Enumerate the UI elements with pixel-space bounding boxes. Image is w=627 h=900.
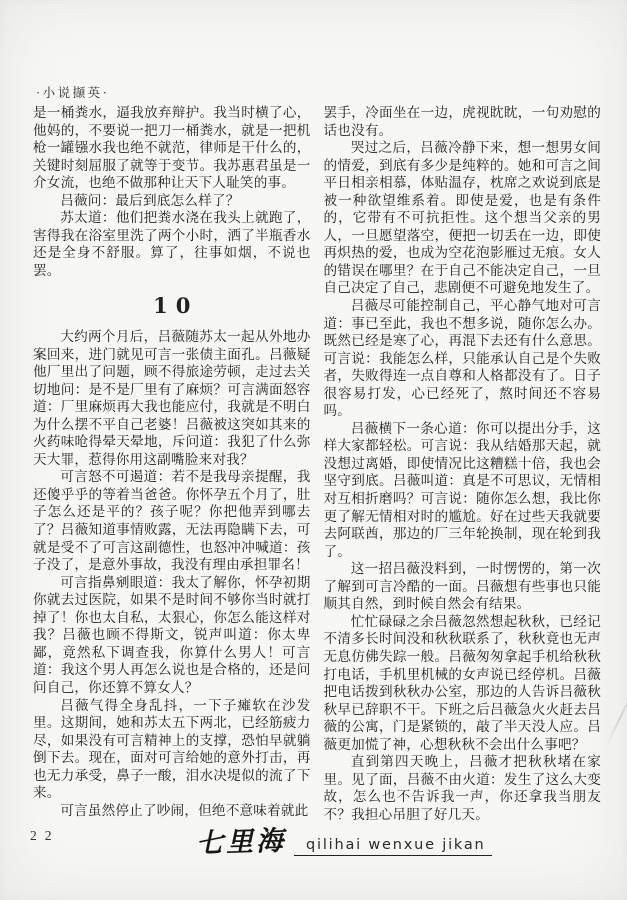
left-column-top-paragraphs	[33, 104, 311, 279]
column-section-label: ·小说撷英·	[36, 86, 110, 100]
journal-name-romanized: qilihai wenxue jikan	[294, 837, 492, 856]
paragraph: 可言虽然停止了吵闹，但绝不意味着就此	[60, 802, 309, 818]
text-columns	[33, 104, 601, 828]
paragraph: 直到第四天晚上，吕薇才把秋秋堵在家里。见了面，吕薇不由火道：发生了这么大变故，怎么也不告诉我一声，你还拿我当朋友不？我担心吊胆了好几天。	[323, 754, 601, 822]
paragraph: 可言指鼻剜眼道：我太了解你，怀孕初期你就去过医院，如果不是时间不够你当时就打掉了！你也太自私，太狠心，你怎么能这样对我？吕薇也顾不得斯文，锐声叫道：你太卑鄙，竟然私下调查我，你算什么男人！可言道：我这个男人再怎么说也是合格的，还是问问自己，你还算不算女人？	[33, 574, 311, 695]
paragraph: 忙忙碌碌之余吕薇忽然想起秋秋，已经记不清多长时间没和秋秋联系了，秋秋竟也无声无息仿佛失踪一般。吕薇匆匆拿起手机给秋秋打电话，手机里机械的女声说已经停机。吕薇把电话拨到秋秋办公室，那边的人告诉吕薇秋秋早已辞职不干。下班之后吕薇急火火赶去吕薇的公寓，门是紧锁的，敲了半天没人应。吕薇更加慌了神，心想秋秋不会出什么事吧？	[323, 613, 601, 752]
paragraph: 吕薇问：最后到底怎么样了？	[60, 192, 240, 208]
scan-artifact-line	[605, 689, 627, 747]
left-column-bottom-paragraphs	[33, 328, 311, 819]
paragraph: 吕薇气得全身乱抖，一下子瘫软在沙发里。这期间，她和苏太五下两北，已经筋疲力尽，如果没有可言精神上的支撑，恐怕早就躺倒下去。现在，面对可言给她的意外打击，再也无力承受，鼻子一酸，泪水决堤似的流了下来。	[33, 697, 311, 801]
paragraph: 苏太道：他们把粪水浇在我头上就跑了，害得我在浴室里洗了两个小时，洒了半瓶香水还是全身不舒服。算了，往事如烟，不说也罢。	[33, 210, 311, 278]
paragraph: 吕薇横下一条心道：你可以提出分手，这样大家都轻松。可言说：我从结婚那天起，就没想过离婚，即使情况比这糟糕十倍，我也会坚守到底。吕薇叫道：真是不可思议，无情相对互相折磨吗？可言说：随你怎么想，我比你更了解无情相对时的尴尬。好在过些天我就要去阿联酋，那边的厂三年轮换制，现在轮到我了。	[323, 420, 601, 559]
right-column-paragraphs	[324, 104, 602, 823]
journal-logo-calligraphy: 七里海	[195, 825, 287, 859]
paragraph: 吕薇尽可能控制自己，平心静气地对可言道：事已至此，我也不想多说，随你怎么办。既然已经是寒了心，再混下去还有什么意思。可言说：我能怎么样，只能承认自己是个失败者，失败得连一点自尊和人格都没有了。日子很容易打发，心已经死了，熬时间还不容易吗。	[323, 298, 601, 419]
paragraph: 罢手，冷面坐在一边，虎视眈眈，一句劝慰的话也没有。	[323, 105, 601, 138]
chapter-number-heading: 10	[153, 293, 199, 319]
left-text-column	[33, 104, 311, 828]
paragraph: 哭过之后，吕薇冷静下来，想一想男女间的情爱，到底有多少是纯粹的。她和可言之间平日相亲相慕，体贴温存，枕席之欢说到底是被一种欲望维系着。即使是爱，也是有条件的，它带有不可抗拒性。这个想当父亲的男人，一旦愿望落空，便把一切丢在一边，即使再炽热的爱，也成为空花泡影雁过无痕。女人的错误在哪里？在于自己不能决定自己，一旦自己决定了自己，悲剧便不可避免地发生了。	[323, 140, 601, 296]
page-number: 22	[30, 828, 60, 843]
page-footer	[0, 820, 627, 866]
paragraph: 这一招吕薇没料到，一时愣愣的，第一次了解到可言冷酷的一面。吕薇想有些事也只能顺其自然，到时候自然会有结果。	[323, 561, 601, 612]
right-text-column	[324, 104, 602, 828]
paragraph: 是一桶粪水，逼我放弃辩护。我当时横了心，他妈的，不要说一把刀一桶粪水，就是一把机枪一罐镪水我也绝不就范，律师是干什么的，关键时刻屈服了就等于变节。我苏惠君虽是一介女流，也绝不做那种让天下人耻笑的事。	[33, 105, 311, 191]
journal-logo-group	[196, 820, 492, 859]
paragraph: 大约两个月后，吕薇随苏太一起从外地办案回来，进门就见可言一张债主面孔。吕薇疑他厂里出了问题，顾不得旅途劳顿，走过去关切地问：是不是厂里有了麻烦？可言满面怒容道：厂里麻烦再大我也能应付，我就是不明白为什么摆不平自己老婆！吕薇被这突如其来的火药味呛得晕天晕地，斥问道：我犯了什么弥天大罪，惹得你用这副嘴脸来对我？	[33, 329, 311, 467]
paragraph: 可言怒不可遏道：若不是我母亲提醒，我还傻乎乎的等着当爸爸。你怀孕五个月了，肚子怎么还是平的？孩子呢？你把他弄到哪去了？吕薇知道事情败露，无法再隐瞒下去，可就是受不了可言这副德性，也怒冲冲喊道：孩子没了，是意外事故，我没有理由承担罪名！	[33, 469, 311, 573]
